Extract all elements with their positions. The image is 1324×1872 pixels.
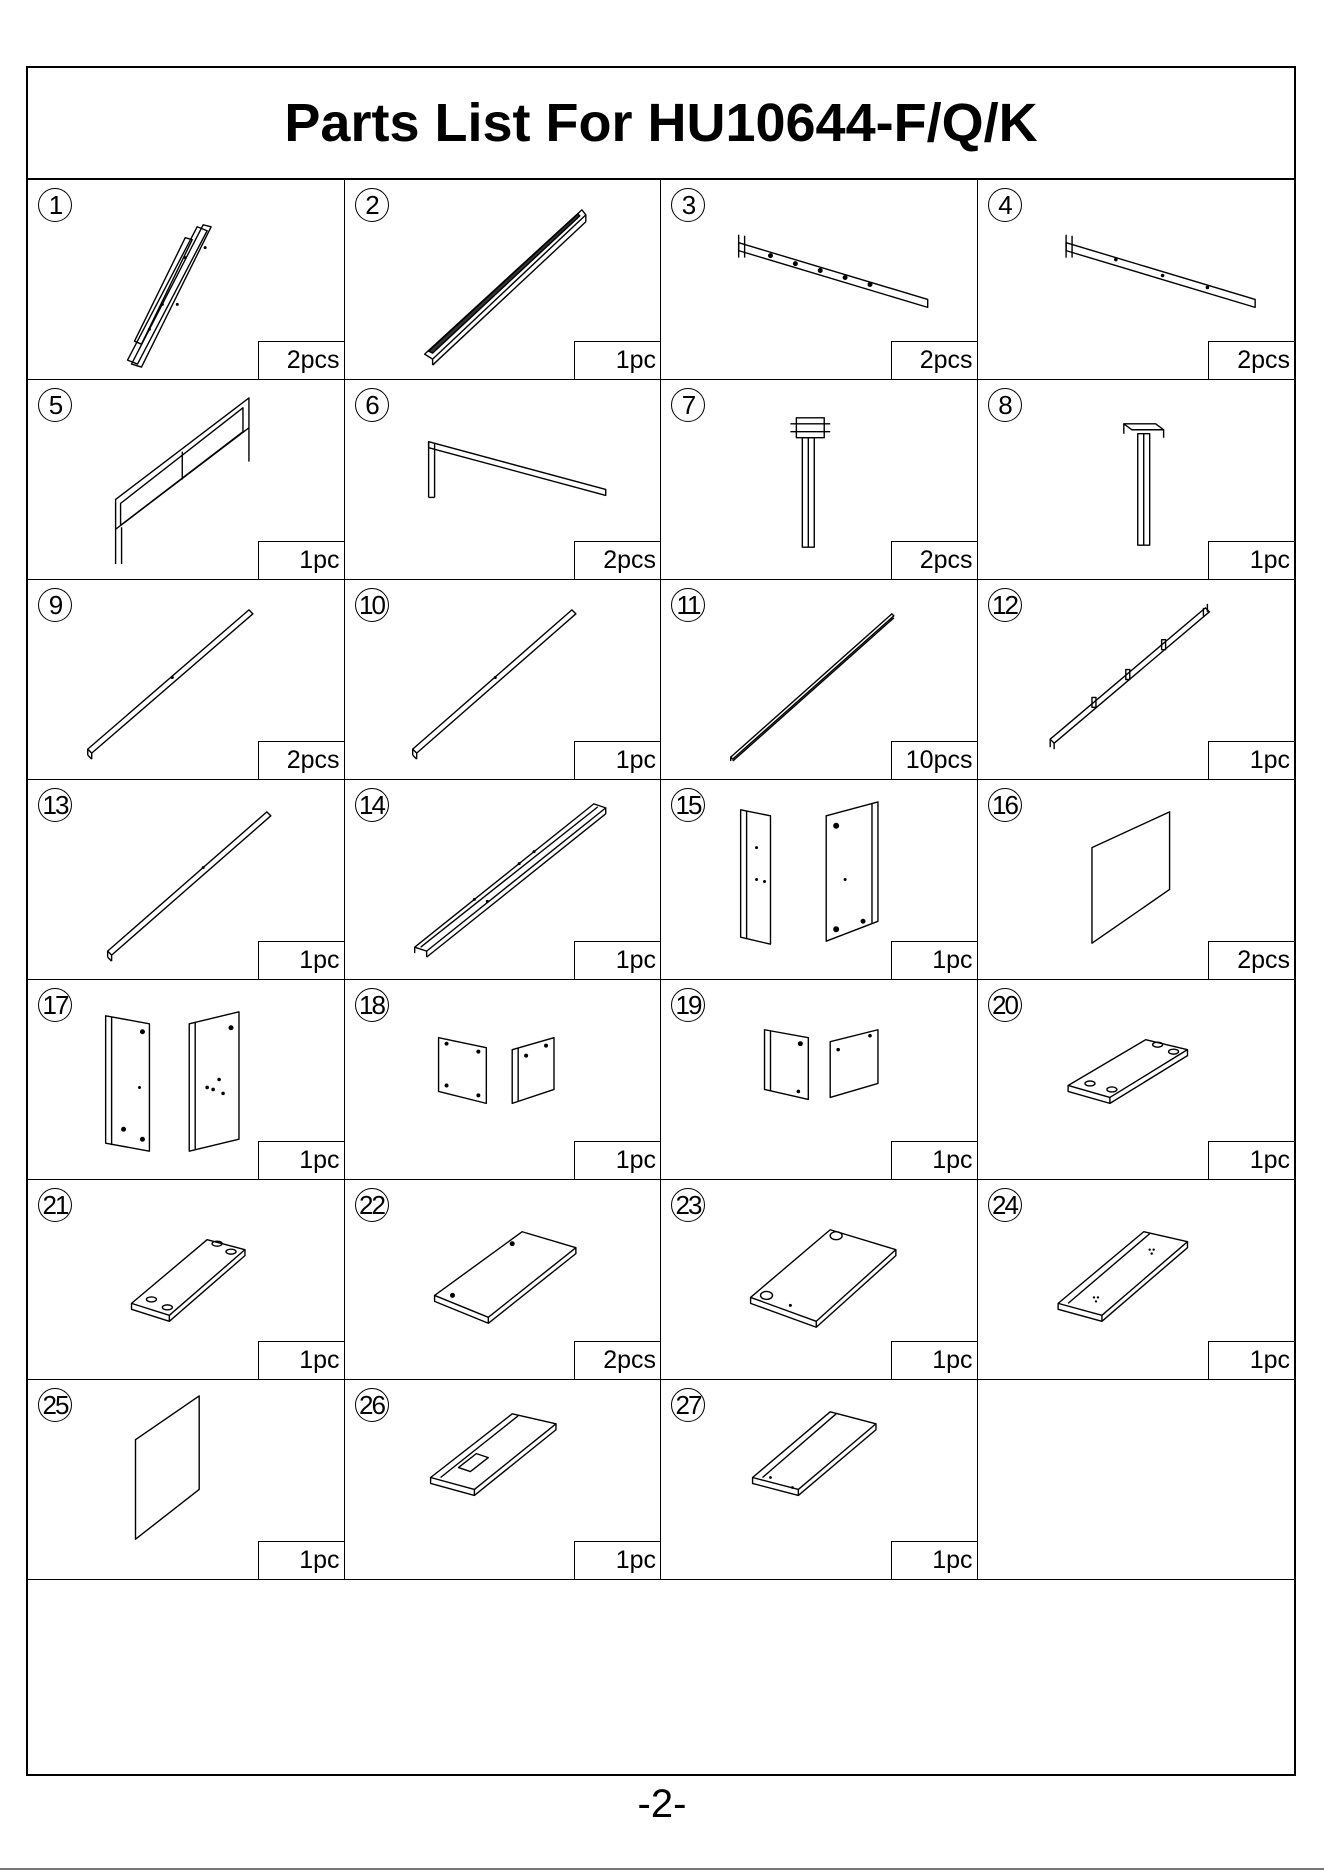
- part-number: 16: [988, 788, 1022, 822]
- part-cell-21: [28, 1180, 345, 1380]
- part-quantity: 2pcs: [1208, 941, 1294, 979]
- part-quantity: 1pc: [258, 1341, 344, 1379]
- part-number: 17: [38, 988, 72, 1022]
- part-cell-11: [661, 580, 978, 780]
- part-cell-3: [661, 180, 978, 380]
- part-quantity: 1pc: [1208, 1141, 1294, 1179]
- part-quantity: 2pcs: [258, 341, 344, 379]
- part-number: 27: [671, 1388, 705, 1422]
- part-quantity: 1pc: [891, 1141, 977, 1179]
- part-number: 23: [671, 1188, 705, 1222]
- part-quantity: 1pc: [574, 741, 660, 779]
- part-quantity: 1pc: [574, 1141, 660, 1179]
- blank-area: [28, 1580, 1294, 1780]
- part-number: 7: [671, 388, 705, 422]
- part-cell-8: [978, 380, 1295, 580]
- part-cell-27: [661, 1380, 978, 1580]
- part-quantity: 1pc: [258, 1541, 344, 1579]
- part-cell-12: [978, 580, 1295, 780]
- part-cell-16: [978, 780, 1295, 980]
- part-cell-2: [345, 180, 662, 380]
- part-number: 20: [988, 988, 1022, 1022]
- part-cell-23: [661, 1180, 978, 1380]
- part-number: 26: [355, 1388, 389, 1422]
- part-quantity: 1pc: [258, 941, 344, 979]
- part-quantity: 1pc: [574, 941, 660, 979]
- part-cell-13: [28, 780, 345, 980]
- part-number: 4: [988, 188, 1022, 222]
- part-number: 5: [38, 388, 72, 422]
- part-number: 25: [38, 1388, 72, 1422]
- part-number: 15: [671, 788, 705, 822]
- page-title: Parts List For HU10644-F/Q/K: [28, 68, 1294, 180]
- part-cell-26: [345, 1380, 662, 1580]
- part-quantity: 1pc: [1208, 741, 1294, 779]
- part-number: 24: [988, 1188, 1022, 1222]
- part-number: 8: [988, 388, 1022, 422]
- part-number: 3: [671, 188, 705, 222]
- empty-cell: [978, 1380, 1295, 1580]
- part-cell-14: [345, 780, 662, 980]
- part-quantity: 2pcs: [1208, 341, 1294, 379]
- part-number: 6: [355, 388, 389, 422]
- part-cell-9: [28, 580, 345, 780]
- part-quantity: 1pc: [574, 1541, 660, 1579]
- part-quantity: 1pc: [574, 341, 660, 379]
- part-number: 18: [355, 988, 389, 1022]
- part-quantity: 2pcs: [258, 741, 344, 779]
- part-number: 22: [355, 1188, 389, 1222]
- part-cell-20: [978, 980, 1295, 1180]
- part-number: 1: [38, 188, 72, 222]
- part-number: 9: [38, 588, 72, 622]
- part-number: 19: [671, 988, 705, 1022]
- part-cell-4: [978, 180, 1295, 380]
- part-quantity: 10pcs: [891, 741, 977, 779]
- part-quantity: 2pcs: [574, 1341, 660, 1379]
- part-quantity: 1pc: [1208, 541, 1294, 579]
- parts-grid: [28, 180, 1294, 1580]
- part-number: 12: [988, 588, 1022, 622]
- part-cell-24: [978, 1180, 1295, 1380]
- part-cell-7: [661, 380, 978, 580]
- bottom-divider: [0, 1868, 1324, 1870]
- part-quantity: 1pc: [891, 1341, 977, 1379]
- part-quantity: 2pcs: [891, 541, 977, 579]
- part-quantity: 1pc: [891, 941, 977, 979]
- part-cell-6: [345, 380, 662, 580]
- part-quantity: 1pc: [258, 541, 344, 579]
- part-quantity: 1pc: [258, 1141, 344, 1179]
- part-cell-25: [28, 1380, 345, 1580]
- part-quantity: 2pcs: [891, 341, 977, 379]
- part-number: 2: [355, 188, 389, 222]
- part-cell-19: [661, 980, 978, 1180]
- part-number: 10: [355, 588, 389, 622]
- part-quantity: 2pcs: [574, 541, 660, 579]
- part-quantity: 1pc: [891, 1541, 977, 1579]
- part-number: 14: [355, 788, 389, 822]
- part-number: 11: [671, 588, 705, 622]
- part-number: 13: [38, 788, 72, 822]
- part-cell-22: [345, 1180, 662, 1380]
- parts-list-frame: [26, 66, 1296, 1776]
- part-cell-17: [28, 980, 345, 1180]
- part-quantity: 1pc: [1208, 1341, 1294, 1379]
- part-cell-1: [28, 180, 345, 380]
- part-cell-18: [345, 980, 662, 1180]
- page-number: -2-: [637, 1782, 687, 1826]
- part-cell-10: [345, 580, 662, 780]
- part-cell-5: [28, 380, 345, 580]
- part-number: 21: [38, 1188, 72, 1222]
- part-cell-15: [661, 780, 978, 980]
